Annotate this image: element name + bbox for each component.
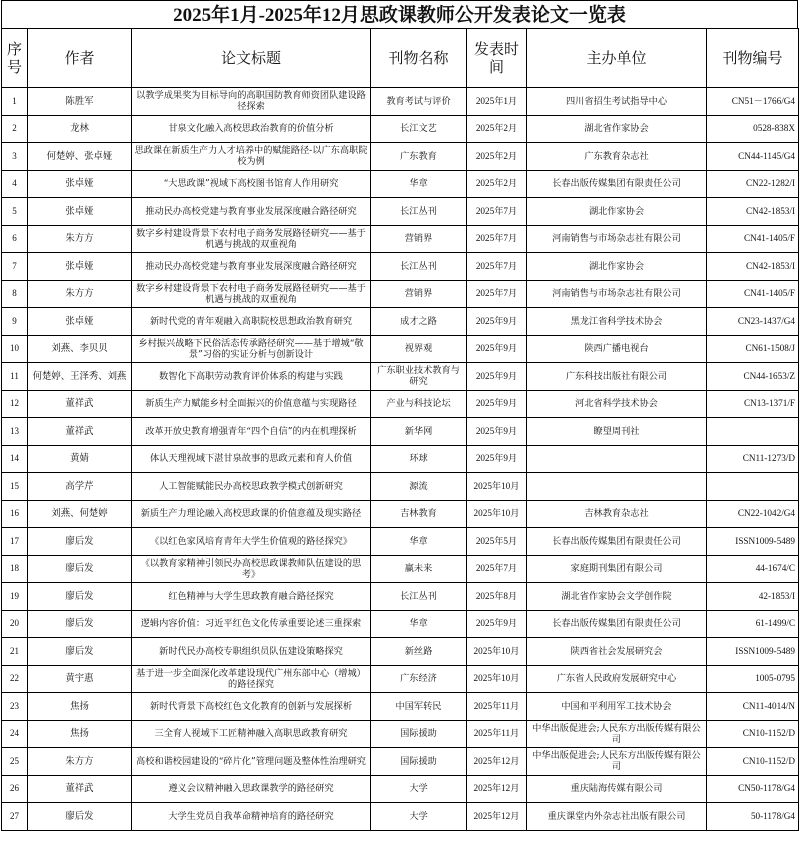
cell-issn: CN23-1437/G4	[707, 308, 799, 336]
cell-author: 董祥武	[28, 775, 132, 803]
cell-author: 龙林	[28, 115, 132, 143]
table-row	[2, 445, 799, 473]
table-row	[2, 363, 799, 391]
cell-author: 廖后发	[28, 555, 132, 583]
cell-author: 朱方方	[28, 225, 132, 253]
cell-journal: 长江丛刊	[371, 253, 467, 281]
cell-date: 2025年7月	[467, 253, 527, 281]
cell-sponsor: 湖北省作家协会文学创作院	[527, 583, 707, 611]
cell-no: 17	[2, 528, 28, 556]
cell-issn: CN13-1371/F	[707, 390, 799, 418]
cell-issn: 1005-0795	[707, 665, 799, 693]
cell-issn: CN22-1042/G4	[707, 500, 799, 528]
cell-author: 黄宇惠	[28, 665, 132, 693]
table-row	[2, 775, 799, 803]
cell-author: 廖后发	[28, 638, 132, 666]
cell-paper-title: 人工智能赋能民办高校思政教学模式创新研究	[132, 473, 371, 501]
cell-no: 2	[2, 115, 28, 143]
cell-journal: 教育考试与评价	[371, 88, 467, 116]
cell-paper-title: 改革开放史教育增强青年“四个自信”的内在机理探析	[132, 418, 371, 446]
header-author: 作者	[28, 29, 132, 88]
cell-issn: CN11-4014/N	[707, 693, 799, 721]
cell-paper-title: 体认天理视域下湛甘泉故事的思政元素和育人价值	[132, 445, 371, 473]
cell-issn: ISSN1009-5489	[707, 638, 799, 666]
cell-issn: CN22-1282/I	[707, 170, 799, 198]
cell-date: 2025年9月	[467, 390, 527, 418]
table-row	[2, 198, 799, 226]
cell-paper-title: 乡村振兴战略下民俗活态传承路径研究——基于增城“敬景”习俗的实证分析与创新设计	[132, 335, 371, 363]
cell-paper-title: 甘泉文化融入高校思政治教育的价值分析	[132, 115, 371, 143]
table-row	[2, 638, 799, 666]
cell-paper-title: 思政课在新质生产力人才培养中的赋能路径-以广东高职院校为例	[132, 143, 371, 171]
cell-sponsor: 中国和平利用军工技术协会	[527, 693, 707, 721]
cell-author: 黄婧	[28, 445, 132, 473]
cell-author: 焦扬	[28, 693, 132, 721]
cell-paper-title: 推动民办高校党建与教育事业发展深度融合路径研究	[132, 253, 371, 281]
cell-journal: 大学	[371, 775, 467, 803]
header-issn: 刊物编号	[707, 29, 799, 88]
cell-issn: CN44-1653/Z	[707, 363, 799, 391]
cell-journal: 广东经济	[371, 665, 467, 693]
cell-author: 朱方方	[28, 748, 132, 776]
cell-paper-title: 数字乡村建设背景下农村电子商务发展路径研究——基于机遇与挑战的双重视角	[132, 225, 371, 253]
cell-no: 27	[2, 803, 28, 831]
cell-date: 2025年7月	[467, 225, 527, 253]
cell-author: 廖后发	[28, 528, 132, 556]
cell-paper-title: 基于进一步全面深化改革建设现代广州东部中心（增城）的路径探究	[132, 665, 371, 693]
cell-issn: 44-1674/C	[707, 555, 799, 583]
table-row	[2, 665, 799, 693]
cell-issn: CN42-1853/I	[707, 253, 799, 281]
cell-sponsor: 湖北作家协会	[527, 198, 707, 226]
cell-journal: 国际援助	[371, 748, 467, 776]
cell-date: 2025年9月	[467, 335, 527, 363]
cell-date: 2025年11月	[467, 720, 527, 748]
cell-paper-title: 以教学成果奖为目标导向的高职国防教育师资团队建设路径探索	[132, 88, 371, 116]
cell-no: 26	[2, 775, 28, 803]
cell-sponsor: 河南销售与市场杂志社有限公司	[527, 280, 707, 308]
cell-paper-title: 遵义会议精神融入思政课教学的路径研究	[132, 775, 371, 803]
table-row	[2, 143, 799, 171]
cell-paper-title: 新时代背景下高校红色文化教育的创新与发展探析	[132, 693, 371, 721]
cell-date: 2025年5月	[467, 528, 527, 556]
cell-date: 2025年1月	[467, 88, 527, 116]
cell-sponsor: 重庆课堂内外杂志社出版有限公司	[527, 803, 707, 831]
table-row	[2, 473, 799, 501]
cell-author: 张卓娅	[28, 198, 132, 226]
cell-sponsor: 广东教育杂志社	[527, 143, 707, 171]
cell-date: 2025年7月	[467, 280, 527, 308]
cell-journal: 成才之路	[371, 308, 467, 336]
cell-issn	[707, 418, 799, 446]
cell-no: 1	[2, 88, 28, 116]
cell-no: 16	[2, 500, 28, 528]
cell-paper-title: 三全育人视域下工匠精神融入高职思政教育研究	[132, 720, 371, 748]
cell-no: 18	[2, 555, 28, 583]
cell-issn: CN10-1152/D	[707, 748, 799, 776]
papers-table	[1, 28, 799, 831]
cell-journal: 产业与科技论坛	[371, 390, 467, 418]
header-paper-title: 论文标题	[132, 29, 371, 88]
cell-no: 9	[2, 308, 28, 336]
cell-journal: 新丝路	[371, 638, 467, 666]
cell-author: 张卓娅	[28, 170, 132, 198]
cell-issn: CN50-1178/G4	[707, 775, 799, 803]
cell-no: 7	[2, 253, 28, 281]
cell-date: 2025年10月	[467, 665, 527, 693]
cell-author: 焦扬	[28, 720, 132, 748]
cell-issn: CN41-1405/F	[707, 280, 799, 308]
cell-date: 2025年2月	[467, 115, 527, 143]
cell-sponsor: 长春出版传媒集团有限责任公司	[527, 528, 707, 556]
cell-no: 5	[2, 198, 28, 226]
cell-journal: 大学	[371, 803, 467, 831]
cell-author: 董祥武	[28, 418, 132, 446]
cell-date: 2025年12月	[467, 775, 527, 803]
cell-paper-title: 高校和谐校园建设的“碎片化”管理问题及整体性治理研究	[132, 748, 371, 776]
cell-paper-title: “大思政课”视域下高校图书馆育人作用研究	[132, 170, 371, 198]
cell-paper-title: 新时代民办高校专职组织员队伍建设策略探究	[132, 638, 371, 666]
cell-journal: 中国军转民	[371, 693, 467, 721]
table-row	[2, 308, 799, 336]
cell-journal: 国际援助	[371, 720, 467, 748]
table-row	[2, 225, 799, 253]
cell-paper-title: 新时代党的青年观融入高职院校思想政治教育研究	[132, 308, 371, 336]
cell-issn: CN10-1152/D	[707, 720, 799, 748]
cell-no: 21	[2, 638, 28, 666]
cell-issn: CN44-1145/G4	[707, 143, 799, 171]
table-row	[2, 555, 799, 583]
cell-issn: CN42-1853/I	[707, 198, 799, 226]
cell-date: 2025年2月	[467, 170, 527, 198]
cell-date: 2025年8月	[467, 583, 527, 611]
cell-issn: 0528-838X	[707, 115, 799, 143]
cell-sponsor: 中华出版促进会;人民东方出版传媒有限公司	[527, 720, 707, 748]
cell-no: 15	[2, 473, 28, 501]
cell-journal: 环球	[371, 445, 467, 473]
cell-issn: CN11-1273/D	[707, 445, 799, 473]
cell-no: 12	[2, 390, 28, 418]
cell-sponsor: 四川省招生考试指导中心	[527, 88, 707, 116]
cell-author: 刘燕、何楚婷	[28, 500, 132, 528]
cell-paper-title: 《以红色家风培育青年大学生价值观的路径探究》	[132, 528, 371, 556]
cell-author: 高学芹	[28, 473, 132, 501]
table-row	[2, 748, 799, 776]
cell-no: 11	[2, 363, 28, 391]
cell-no: 22	[2, 665, 28, 693]
cell-no: 24	[2, 720, 28, 748]
cell-issn: 50-1178/G4	[707, 803, 799, 831]
cell-sponsor	[527, 445, 707, 473]
cell-journal: 营销界	[371, 280, 467, 308]
cell-journal: 长江丛刊	[371, 583, 467, 611]
cell-issn: 61-1499/C	[707, 610, 799, 638]
cell-author: 董祥武	[28, 390, 132, 418]
cell-journal: 长江丛刊	[371, 198, 467, 226]
table-row	[2, 500, 799, 528]
cell-sponsor: 瞭望周刊社	[527, 418, 707, 446]
cell-no: 14	[2, 445, 28, 473]
spreadsheet	[1, 0, 798, 831]
cell-sponsor: 河南销售与市场杂志社有限公司	[527, 225, 707, 253]
cell-sponsor: 湖北省作家协会	[527, 115, 707, 143]
table-row	[2, 115, 799, 143]
cell-sponsor: 长春出版传媒集团有限责任公司	[527, 170, 707, 198]
cell-author: 廖后发	[28, 583, 132, 611]
cell-paper-title: 推动民办高校党建与教育事业发展深度融合路径研究	[132, 198, 371, 226]
cell-author: 朱方方	[28, 280, 132, 308]
table-row	[2, 418, 799, 446]
cell-journal: 广东职业技术教育与研究	[371, 363, 467, 391]
cell-author: 廖后发	[28, 803, 132, 831]
cell-date: 2025年9月	[467, 363, 527, 391]
cell-author: 刘燕、李贝贝	[28, 335, 132, 363]
cell-no: 6	[2, 225, 28, 253]
cell-sponsor: 陕西省社会发展研究会	[527, 638, 707, 666]
cell-date: 2025年2月	[467, 143, 527, 171]
table-row	[2, 170, 799, 198]
cell-sponsor: 黑龙江省科学技术协会	[527, 308, 707, 336]
header-row	[2, 29, 799, 88]
cell-issn: CN41-1405/F	[707, 225, 799, 253]
cell-sponsor: 吉林教育杂志社	[527, 500, 707, 528]
cell-no: 3	[2, 143, 28, 171]
cell-date: 2025年9月	[467, 308, 527, 336]
cell-paper-title: 逻辑内容价值：习近平红色文化传承重要论述三重探索	[132, 610, 371, 638]
table-row	[2, 803, 799, 831]
cell-date: 2025年10月	[467, 473, 527, 501]
cell-date: 2025年7月	[467, 555, 527, 583]
cell-paper-title: 《以教育家精神引领民办高校思政课教师队伍建设的思考》	[132, 555, 371, 583]
cell-journal: 新华网	[371, 418, 467, 446]
cell-date: 2025年9月	[467, 610, 527, 638]
table-row	[2, 253, 799, 281]
header-sponsor: 主办单位	[527, 29, 707, 88]
table-row	[2, 335, 799, 363]
cell-author: 陈胜军	[28, 88, 132, 116]
cell-journal: 华章	[371, 528, 467, 556]
cell-sponsor: 广东省人民政府发展研究中心	[527, 665, 707, 693]
table-row	[2, 583, 799, 611]
cell-date: 2025年10月	[467, 500, 527, 528]
cell-no: 19	[2, 583, 28, 611]
cell-sponsor: 重庆陆海传媒有限公司	[527, 775, 707, 803]
cell-paper-title: 新质生产力理论融入高校思政课的价值意蕴及现实路径	[132, 500, 371, 528]
cell-journal: 视界观	[371, 335, 467, 363]
cell-no: 8	[2, 280, 28, 308]
cell-sponsor: 广东科技出版社有限公司	[527, 363, 707, 391]
cell-author: 张卓娅	[28, 308, 132, 336]
cell-journal: 源流	[371, 473, 467, 501]
cell-journal: 吉林教育	[371, 500, 467, 528]
cell-journal: 长江文艺	[371, 115, 467, 143]
cell-date: 2025年7月	[467, 198, 527, 226]
cell-date: 2025年10月	[467, 638, 527, 666]
cell-date: 2025年12月	[467, 803, 527, 831]
cell-date: 2025年9月	[467, 445, 527, 473]
table-row	[2, 720, 799, 748]
cell-no: 13	[2, 418, 28, 446]
cell-date: 2025年9月	[467, 418, 527, 446]
cell-no: 10	[2, 335, 28, 363]
cell-author: 廖后发	[28, 610, 132, 638]
cell-sponsor: 中华出版促进会;人民东方出版传媒有限公司	[527, 748, 707, 776]
cell-issn: CN61-1508/J	[707, 335, 799, 363]
cell-journal: 营销界	[371, 225, 467, 253]
header-date: 发表时间	[467, 29, 527, 88]
table-row	[2, 528, 799, 556]
cell-paper-title: 大学生党员自我革命精神培育的路径研究	[132, 803, 371, 831]
header-journal: 刊物名称	[371, 29, 467, 88]
cell-issn: 42-1853/I	[707, 583, 799, 611]
cell-issn: CN51－1766/G4	[707, 88, 799, 116]
cell-journal: 华章	[371, 170, 467, 198]
cell-paper-title: 数智化下高职劳动教育评价体系的构建与实践	[132, 363, 371, 391]
cell-paper-title: 数字乡村建设背景下农村电子商务发展路径研究——基于机遇与挑战的双重视角	[132, 280, 371, 308]
cell-sponsor	[527, 473, 707, 501]
table-row	[2, 693, 799, 721]
cell-author: 何楚婷、张卓娅	[28, 143, 132, 171]
cell-sponsor: 长春出版传媒集团有限责任公司	[527, 610, 707, 638]
cell-journal: 广东教育	[371, 143, 467, 171]
cell-issn: ISSN1009-5489	[707, 528, 799, 556]
header-no: 序号	[2, 29, 28, 88]
cell-no: 20	[2, 610, 28, 638]
cell-author: 张卓娅	[28, 253, 132, 281]
table-row	[2, 88, 799, 116]
table-body	[2, 88, 799, 831]
cell-sponsor: 陕西广播电视台	[527, 335, 707, 363]
table-row	[2, 280, 799, 308]
sheet-title: 2025年1月-2025年12月思政课教师公开发表论文一览表	[1, 0, 798, 28]
cell-paper-title: 新质生产力赋能乡村全面振兴的价值意蕴与实现路径	[132, 390, 371, 418]
cell-journal: 华章	[371, 610, 467, 638]
cell-journal: 赢未来	[371, 555, 467, 583]
cell-issn	[707, 473, 799, 501]
cell-sponsor: 湖北作家协会	[527, 253, 707, 281]
cell-sponsor: 家庭期刊集团有限公司	[527, 555, 707, 583]
table-row	[2, 390, 799, 418]
cell-no: 23	[2, 693, 28, 721]
cell-paper-title: 红色精神与大学生思政教育融合路径探究	[132, 583, 371, 611]
cell-author: 何楚婷、王泽秀、刘燕	[28, 363, 132, 391]
cell-date: 2025年12月	[467, 748, 527, 776]
table-row	[2, 610, 799, 638]
cell-no: 4	[2, 170, 28, 198]
cell-no: 25	[2, 748, 28, 776]
cell-sponsor: 河北省科学技术协会	[527, 390, 707, 418]
cell-date: 2025年11月	[467, 693, 527, 721]
